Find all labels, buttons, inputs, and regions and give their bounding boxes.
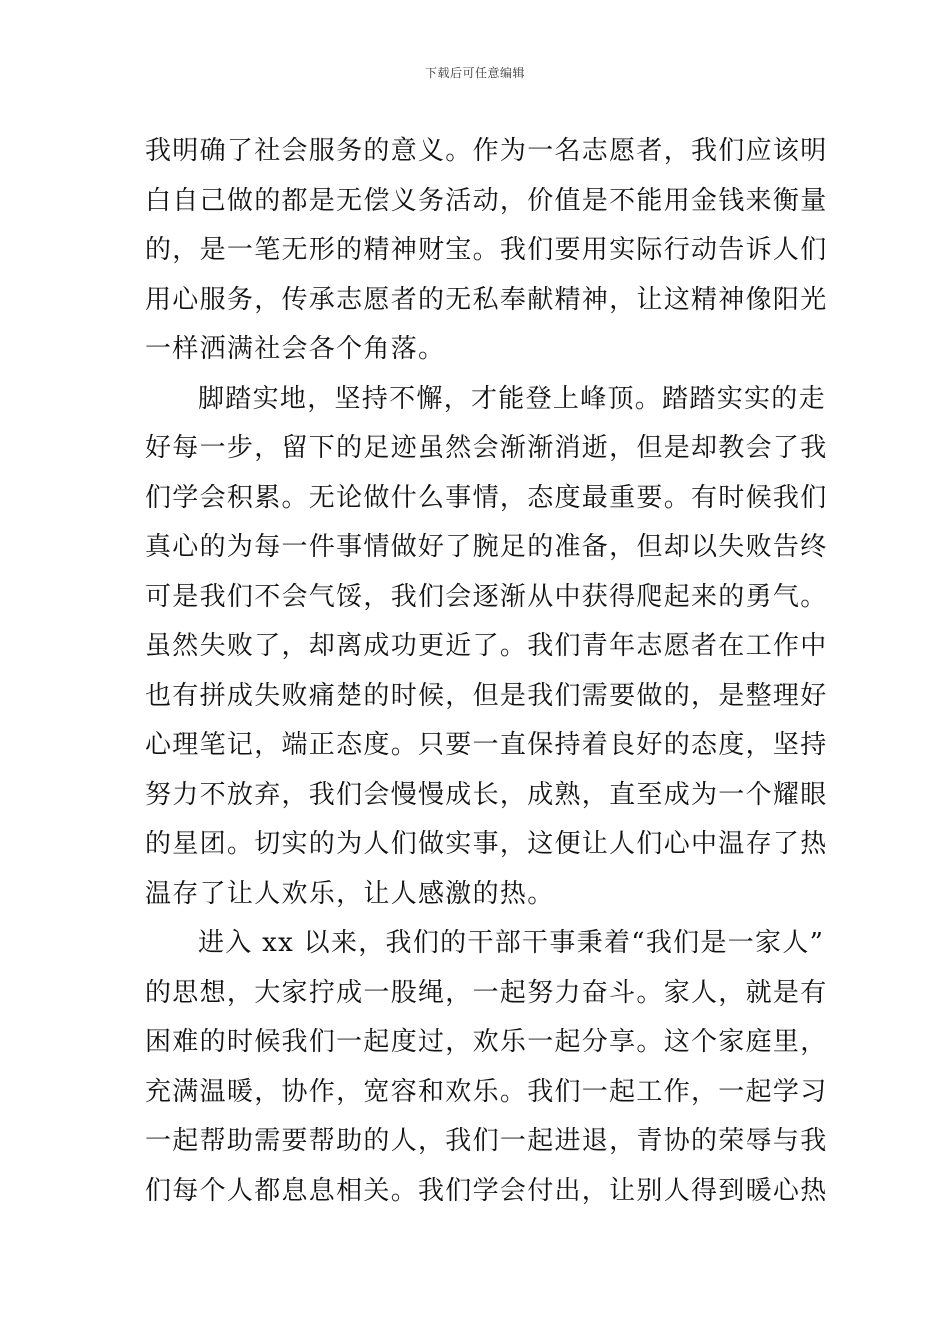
text-line: 也有拼成失败痛楚的时候，但是我们需要做的，是整理好 [145, 680, 828, 711]
text-line: 们每个人都息息相关。我们学会付出，让别人得到暖心热 [145, 1175, 828, 1206]
paragraph [145, 919, 828, 1216]
text-line: 可是我们不会气馁，我们会逐渐从中获得爬起来的勇气。 [145, 581, 828, 612]
text-line: 充满温暖，协作，宽容和欢乐。我们一起工作，一起学习 [145, 1076, 828, 1107]
text-line: 脚踏实地，坚持不懈，才能登上峰顶。踏踏实实的走 [198, 383, 826, 414]
text-line: 真心的为每一件事情做好了腕足的准备，但却以失败告终 [145, 532, 828, 562]
text-line: 的思想，大家拧成一股绳，一起努力奋斗。家人，就是有 [145, 977, 828, 1008]
text-line: 努力不放弃，我们会慢慢成长，成熟，直至成为一个耀眼 [145, 779, 828, 810]
text-line: 白自己做的都是无偿义务活动，价值是不能用金钱来衡量 [145, 185, 828, 216]
text-line: 好每一步，留下的足迹虽然会渐渐消逝，但是却教会了我 [145, 433, 828, 463]
document-body [145, 127, 828, 1216]
text-line: 困难的时候我们一起度过，欢乐一起分享。这个家庭里， [145, 1027, 828, 1057]
text-line: 我明确了社会服务的意义。作为一名志愿者，我们应该明 [145, 136, 828, 166]
text-line: 的星团。切实的为人们做实事，这便让人们心中温存了热 [145, 829, 828, 859]
text-line: 一起帮助需要帮助的人，我们一起进退，青协的荣辱与我 [145, 1126, 828, 1156]
text-line: 一样洒满社会各个角落。 [145, 334, 446, 364]
text-line: 的，是一笔无形的精神财宝。我们要用实际行动告诉人们 [145, 235, 828, 265]
page-header: 下载后可任意编辑 [424, 66, 525, 80]
text-line: 虽然失败了，却离成功更近了。我们青年志愿者在工作中 [145, 631, 828, 661]
text-line: 温存了让人欢乐，让人感激的热。 [145, 878, 555, 909]
text-line: 心理笔记，端正态度。只要一直保持着良好的态度，坚持 [145, 730, 828, 760]
paragraph [145, 127, 828, 375]
paragraph [145, 375, 828, 920]
text-line: 用心服务，传承志愿者的无私奉献精神，让这精神像阳光 [145, 284, 828, 315]
text-line: 们学会积累。无论做什么事情，态度最重要。有时候我们 [145, 482, 828, 513]
text-line: 进入 xx 以来，我们的干部干事秉着“我们是一家人” [198, 928, 825, 958]
